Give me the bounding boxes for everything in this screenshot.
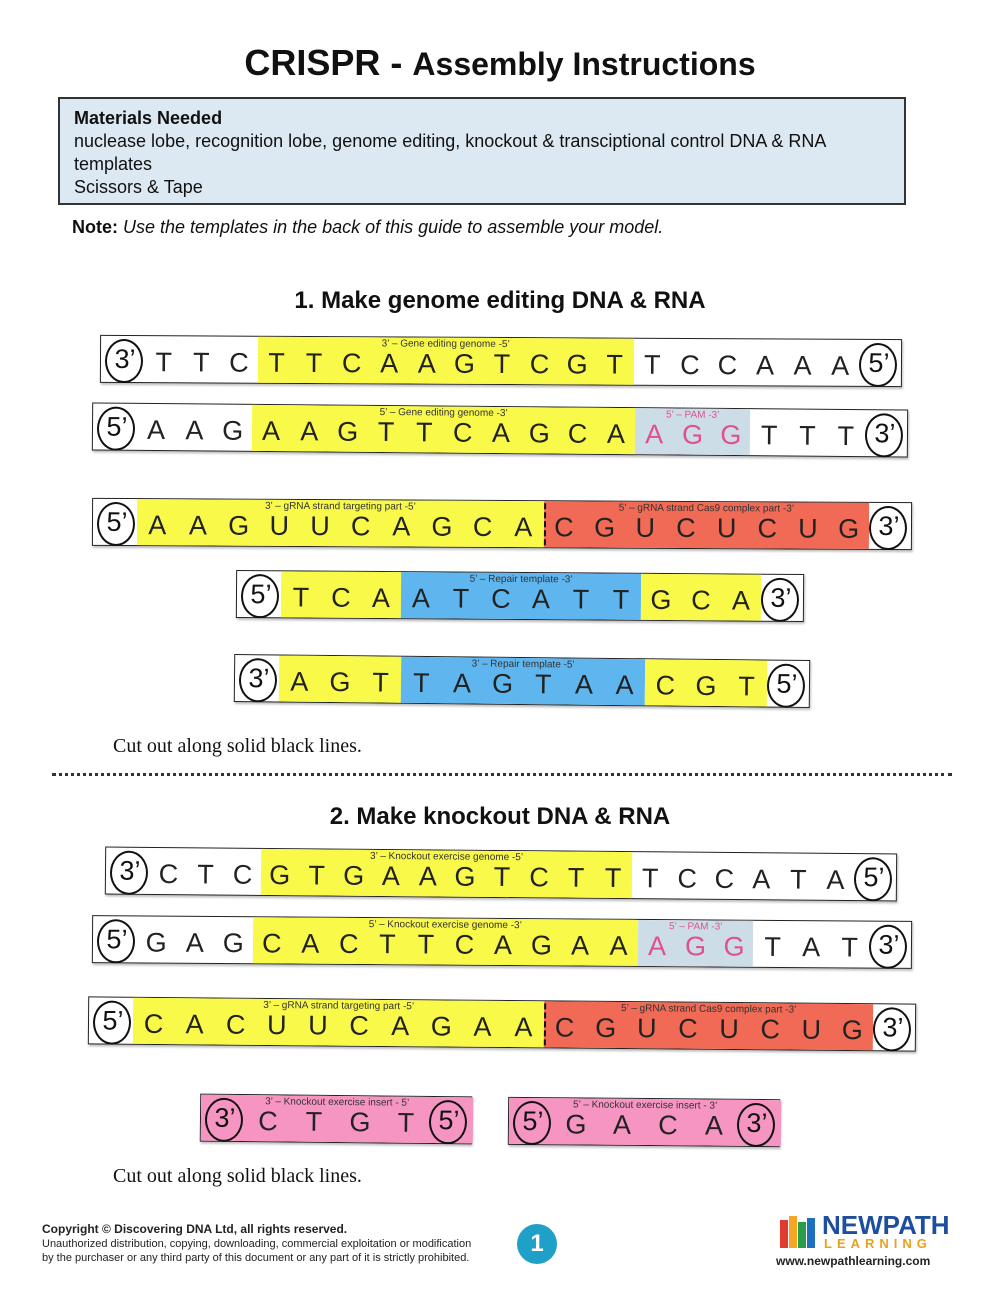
left-end-label xyxy=(239,658,279,698)
newpath-learning-logo[interactable] xyxy=(770,1208,950,1268)
nucleotide: T xyxy=(738,671,756,702)
nucleotide: A xyxy=(531,584,551,615)
note-text: Use the templates in the back of this guide to assemble your model. xyxy=(123,217,664,237)
nucleotide: C xyxy=(554,1012,575,1043)
nucleotide: U xyxy=(719,1013,739,1045)
right-end-label xyxy=(873,1007,913,1047)
nucleotide: C xyxy=(714,863,735,895)
left-end-label xyxy=(513,1101,553,1141)
section1-heading: 1. Make genome editing DNA & RNA xyxy=(294,287,706,314)
nucleotide: T xyxy=(567,862,585,893)
right-end-label xyxy=(859,343,899,383)
nucleotide: C xyxy=(567,418,588,449)
nucleotide: G xyxy=(343,860,365,891)
left-end-label xyxy=(110,851,150,891)
logo-learning: LEARNING xyxy=(824,1236,932,1251)
materials-box xyxy=(58,97,906,205)
nucleotide: G xyxy=(430,1011,452,1042)
nucleotide: T xyxy=(377,416,395,448)
nucleotide: G xyxy=(431,511,453,542)
nucleotide: T xyxy=(372,667,390,698)
segment-label: 3’ – gRNA strand targeting part -5’ xyxy=(263,999,415,1013)
nucleotide: T xyxy=(197,859,214,890)
nucleotide: G xyxy=(228,510,250,541)
nucleotide: C xyxy=(350,511,371,542)
segment-label: 3’ – Knockout exercise insert - 5’ xyxy=(265,1096,410,1109)
nucleotide: C xyxy=(554,512,574,543)
nucleotide: U xyxy=(308,1010,328,1041)
nucleotide: U xyxy=(269,510,290,541)
nucleotide: A xyxy=(570,930,590,961)
left-end-label xyxy=(105,339,145,379)
nucleotide: G xyxy=(528,418,550,449)
nucleotide: T xyxy=(308,860,326,891)
nucleotide: T xyxy=(764,931,781,962)
copyright-line: Copyright © Discovering DNA Ltd, all rights reserved. xyxy=(42,1222,348,1236)
nucleotide: C xyxy=(760,1014,781,1045)
nucleotide: A xyxy=(391,1011,410,1042)
title-assembly: Assembly Instructions xyxy=(412,46,756,82)
nucleotide: G xyxy=(453,348,475,379)
nucleotide: A xyxy=(418,861,438,892)
nucleotide: C xyxy=(143,1008,164,1040)
right-end-label xyxy=(761,578,801,618)
nucleotide: G xyxy=(491,668,514,699)
nucleotide: G xyxy=(565,1109,587,1140)
nucleotide: T xyxy=(604,862,622,894)
copyright-detail: Unauthorized distribution, copying, downloading, commercial exploitation or modification xyxy=(42,1238,472,1250)
nucleotide: T xyxy=(572,584,590,615)
nucleotide: C xyxy=(529,862,549,893)
end-label-text: 5’ xyxy=(106,924,128,955)
nucleotide: A xyxy=(452,668,472,699)
page-title xyxy=(0,42,1000,84)
nucleotide: A xyxy=(826,864,845,895)
nucleotide: A xyxy=(261,415,281,447)
nucleotide: C xyxy=(676,512,696,544)
nucleotide: A xyxy=(380,348,399,379)
materials-heading: Materials Needed xyxy=(74,108,223,128)
copyright-detail: by the purchaser or any third party of this document or any part of it is strictly prohibited. xyxy=(42,1252,470,1264)
nucleotide: A xyxy=(831,350,850,381)
materials-line: nuclease lobe, recognition lobe, genome editing, knockout & transciptional control DNA & RNA xyxy=(74,131,827,151)
nucleotide: U xyxy=(636,1013,657,1044)
nucleotide: T xyxy=(379,929,396,960)
nucleotide: A xyxy=(645,419,664,450)
end-label-text: 3’ xyxy=(878,510,900,542)
materials-line: templates xyxy=(74,154,153,174)
segment-label: 5’ – Knockout exercise genome -3’ xyxy=(368,919,522,932)
nucleotide: A xyxy=(752,864,771,895)
nucleotide: C xyxy=(229,347,249,378)
nucleotide: A xyxy=(381,860,400,892)
nucleotide: T xyxy=(417,929,435,960)
nucleotide: C xyxy=(258,1106,278,1137)
end-label-text: 3’ xyxy=(874,418,896,449)
nucleotide: T xyxy=(606,349,624,380)
strip-segment-red xyxy=(544,1001,873,1050)
segment-label: 3’ – Knockout exercise genome -5’ xyxy=(369,850,524,864)
nucleotide: C xyxy=(691,585,711,616)
end-label-text: 3’ xyxy=(882,1012,904,1043)
nucleotide: C xyxy=(680,349,700,381)
nucleotide: G xyxy=(566,349,588,380)
end-label-text: 3’ xyxy=(878,929,900,960)
nucleotide: C xyxy=(225,1009,246,1040)
dna-strip[interactable] xyxy=(92,402,908,457)
nucleotide: A xyxy=(606,418,626,450)
end-label-text: 5’ xyxy=(102,1005,124,1036)
nucleotide: G xyxy=(681,419,704,450)
insert-strip[interactable] xyxy=(200,1094,472,1145)
nucleotide: U xyxy=(266,1009,287,1041)
segment-label: 5’ – gRNA strand Cas9 complex part -3’ xyxy=(618,502,795,515)
nucleotide: T xyxy=(612,584,630,615)
nucleotide: C xyxy=(454,929,475,960)
segment-label: 5’ – Knockout exercise insert - 3’ xyxy=(573,1099,718,1112)
nucleotide: G xyxy=(838,513,860,544)
logo-newpath: NEWPATH xyxy=(822,1210,950,1240)
nucleotide: A xyxy=(185,927,204,958)
title-crispr: CRISPR - xyxy=(244,42,413,83)
nucleotide: C xyxy=(452,417,473,448)
books-icon xyxy=(778,1212,818,1250)
fold-line xyxy=(544,503,546,545)
right-end-label xyxy=(737,1103,777,1143)
segment-label: 5’ – PAM -3’ xyxy=(669,921,723,933)
nucleotide: C xyxy=(757,513,778,544)
nucleotide: T xyxy=(193,347,210,378)
repair-template-strip[interactable] xyxy=(236,570,804,622)
nucleotide: A xyxy=(514,512,533,543)
end-label-text: 5’ xyxy=(522,1105,544,1137)
nucleotide: A xyxy=(491,417,511,449)
segment-label: 5’ – Repair template -3’ xyxy=(469,573,573,586)
end-label-text: 5’ xyxy=(863,862,885,893)
nucleotide: G xyxy=(723,931,745,962)
strip-segment-blue xyxy=(401,572,641,620)
nucleotide: G xyxy=(454,861,476,892)
segment-label: 3’ – gRNA strand targeting part -5’ xyxy=(264,500,416,513)
end-label-text: 3’ xyxy=(119,855,141,886)
nucleotide: A xyxy=(147,414,166,446)
nucleotide: C xyxy=(232,859,253,890)
nucleotide: A xyxy=(755,350,775,381)
nucleotide: T xyxy=(837,420,855,452)
dna-strip[interactable] xyxy=(100,335,902,387)
cut-instruction: Cut out along solid black lines. xyxy=(113,735,362,757)
nucleotide: G xyxy=(594,512,616,543)
left-end-label xyxy=(241,574,281,614)
nucleotide: C xyxy=(158,859,179,890)
rna-strip[interactable] xyxy=(88,996,916,1051)
nucleotide: T xyxy=(415,417,433,448)
rna-strip[interactable] xyxy=(92,498,912,550)
footer-copyright xyxy=(42,1222,471,1265)
nucleotide: T xyxy=(799,420,816,451)
strip-segment-blue xyxy=(401,657,645,706)
dna-strip[interactable] xyxy=(92,915,912,969)
nucleotide: C xyxy=(655,670,676,701)
fold-line xyxy=(544,1003,546,1045)
nucleotide: A xyxy=(731,585,751,616)
nucleotide: U xyxy=(798,513,818,544)
end-label-text: 3’ xyxy=(770,582,792,613)
nucleotide: G xyxy=(222,415,244,446)
segment-label: 3’ – Gene editing genome -5’ xyxy=(381,338,510,351)
right-end-label xyxy=(869,506,909,546)
nucleotide: G xyxy=(269,859,291,891)
nucleotide: A xyxy=(609,930,628,961)
nucleotide: U xyxy=(716,513,737,544)
nucleotide: A xyxy=(704,1110,724,1141)
end-label-text: 5’ xyxy=(438,1105,460,1136)
section2-heading: 2. Make knockout DNA & RNA xyxy=(329,803,671,830)
nucleotide: T xyxy=(789,864,807,895)
end-label-text: 5’ xyxy=(106,506,128,538)
left-end-label xyxy=(93,1000,133,1040)
end-label-text: 3’ xyxy=(746,1107,768,1139)
nucleotide: C xyxy=(529,349,550,380)
nucleotide: U xyxy=(310,510,330,542)
nucleotide: A xyxy=(392,511,411,542)
nucleotide: C xyxy=(349,1010,369,1041)
nucleotide: A xyxy=(647,931,667,962)
left-end-label xyxy=(97,502,137,542)
left-end-label xyxy=(205,1098,245,1138)
nucleotide: C xyxy=(339,928,359,959)
nucleotide: T xyxy=(305,347,323,379)
nucleotide: A xyxy=(301,928,320,959)
nucleotide: G xyxy=(684,931,707,962)
nucleotide: T xyxy=(305,1106,323,1137)
end-label-text: 3’ xyxy=(214,1102,236,1133)
nucleotide: T xyxy=(155,347,173,378)
nucleotide: G xyxy=(720,419,742,451)
end-label-text: 5’ xyxy=(250,579,272,610)
nucleotide: G xyxy=(695,670,717,702)
nucleotide: G xyxy=(595,1012,617,1043)
nucleotide: C xyxy=(677,863,698,894)
nucleotide: A xyxy=(290,666,309,697)
nucleotide: T xyxy=(534,669,552,700)
nucleotide: C xyxy=(261,928,282,959)
nucleotide: A xyxy=(493,929,513,961)
left-end-label xyxy=(97,919,137,959)
nucleotide: T xyxy=(412,667,430,699)
nucleotide: C xyxy=(331,582,351,613)
nucleotide: T xyxy=(493,348,511,380)
nucleotide: T xyxy=(268,347,285,378)
page-number-badge: 1 xyxy=(517,1224,557,1264)
nucleotide: A xyxy=(185,415,204,446)
nucleotide: G xyxy=(841,1014,864,1046)
nucleotide: T xyxy=(841,932,859,963)
nucleotide: C xyxy=(341,348,362,379)
nucleotide: C xyxy=(717,350,738,381)
nucleotide: A xyxy=(514,1012,533,1043)
nucleotide: T xyxy=(760,420,778,451)
right-end-label xyxy=(869,925,909,965)
nucleotide: A xyxy=(371,582,391,614)
logo-url: www.newpathlearning.com xyxy=(776,1254,931,1268)
right-end-label xyxy=(865,413,905,453)
dotted-divider xyxy=(52,773,952,776)
end-label-text: 3’ xyxy=(114,343,136,375)
nucleotide: A xyxy=(417,348,436,379)
segment-label: 5’ – gRNA strand Cas9 complex part -3’ xyxy=(620,1003,797,1016)
segment-label: 3’ – Repair template -5’ xyxy=(471,658,575,671)
nucleotide: G xyxy=(329,666,351,698)
right-end-label xyxy=(429,1100,469,1140)
nucleotide: C xyxy=(678,1013,698,1044)
note xyxy=(72,217,663,238)
end-label-text: 5’ xyxy=(776,668,798,699)
nucleotide: A xyxy=(185,1009,204,1040)
nucleotide: A xyxy=(148,510,167,541)
nucleotide: A xyxy=(300,416,319,447)
nucleotide: G xyxy=(145,927,167,958)
segment-label: 5’ – Gene editing genome -3’ xyxy=(379,406,508,420)
insert-strip[interactable] xyxy=(508,1097,780,1147)
nucleotide: T xyxy=(643,349,661,380)
materials-line: Scissors & Tape xyxy=(74,177,203,197)
nucleotide: A xyxy=(615,669,634,701)
segment-label: 5’ – PAM -3’ xyxy=(665,409,720,421)
nucleotide: C xyxy=(658,1110,678,1141)
note-label: Note: xyxy=(72,217,118,237)
strip-segment-red xyxy=(544,501,870,549)
nucleotide: T xyxy=(292,582,310,613)
nucleotide: U xyxy=(801,1014,822,1045)
nucleotide: T xyxy=(397,1107,415,1138)
dna-strip[interactable] xyxy=(105,847,897,902)
nucleotide: T xyxy=(493,861,511,893)
nucleotide: A xyxy=(574,669,594,700)
nucleotide: A xyxy=(612,1109,632,1140)
nucleotide: A xyxy=(473,1011,492,1042)
right-end-label xyxy=(767,664,807,704)
end-label-text: 5’ xyxy=(106,411,128,442)
nucleotide: G xyxy=(222,928,244,959)
nucleotide: A xyxy=(411,583,431,614)
cut-instruction: Cut out along solid black lines. xyxy=(113,1165,362,1187)
nucleotide: A xyxy=(802,932,821,963)
right-end-label xyxy=(854,857,894,897)
end-label-text: 3’ xyxy=(248,663,270,694)
nucleotide: C xyxy=(491,583,511,614)
end-label-text: 5’ xyxy=(868,347,890,379)
repair-template-strip[interactable] xyxy=(234,654,810,708)
nucleotide: A xyxy=(793,350,812,381)
nucleotide: G xyxy=(530,930,553,961)
nucleotide: A xyxy=(188,510,208,541)
nucleotide: U xyxy=(635,512,656,543)
nucleotide: G xyxy=(337,416,359,447)
nucleotide: G xyxy=(650,584,672,616)
nucleotide: T xyxy=(452,583,470,614)
nucleotide: G xyxy=(349,1107,371,1138)
nucleotide: C xyxy=(472,511,493,542)
nucleotide: T xyxy=(641,863,659,894)
left-end-label xyxy=(97,406,137,446)
